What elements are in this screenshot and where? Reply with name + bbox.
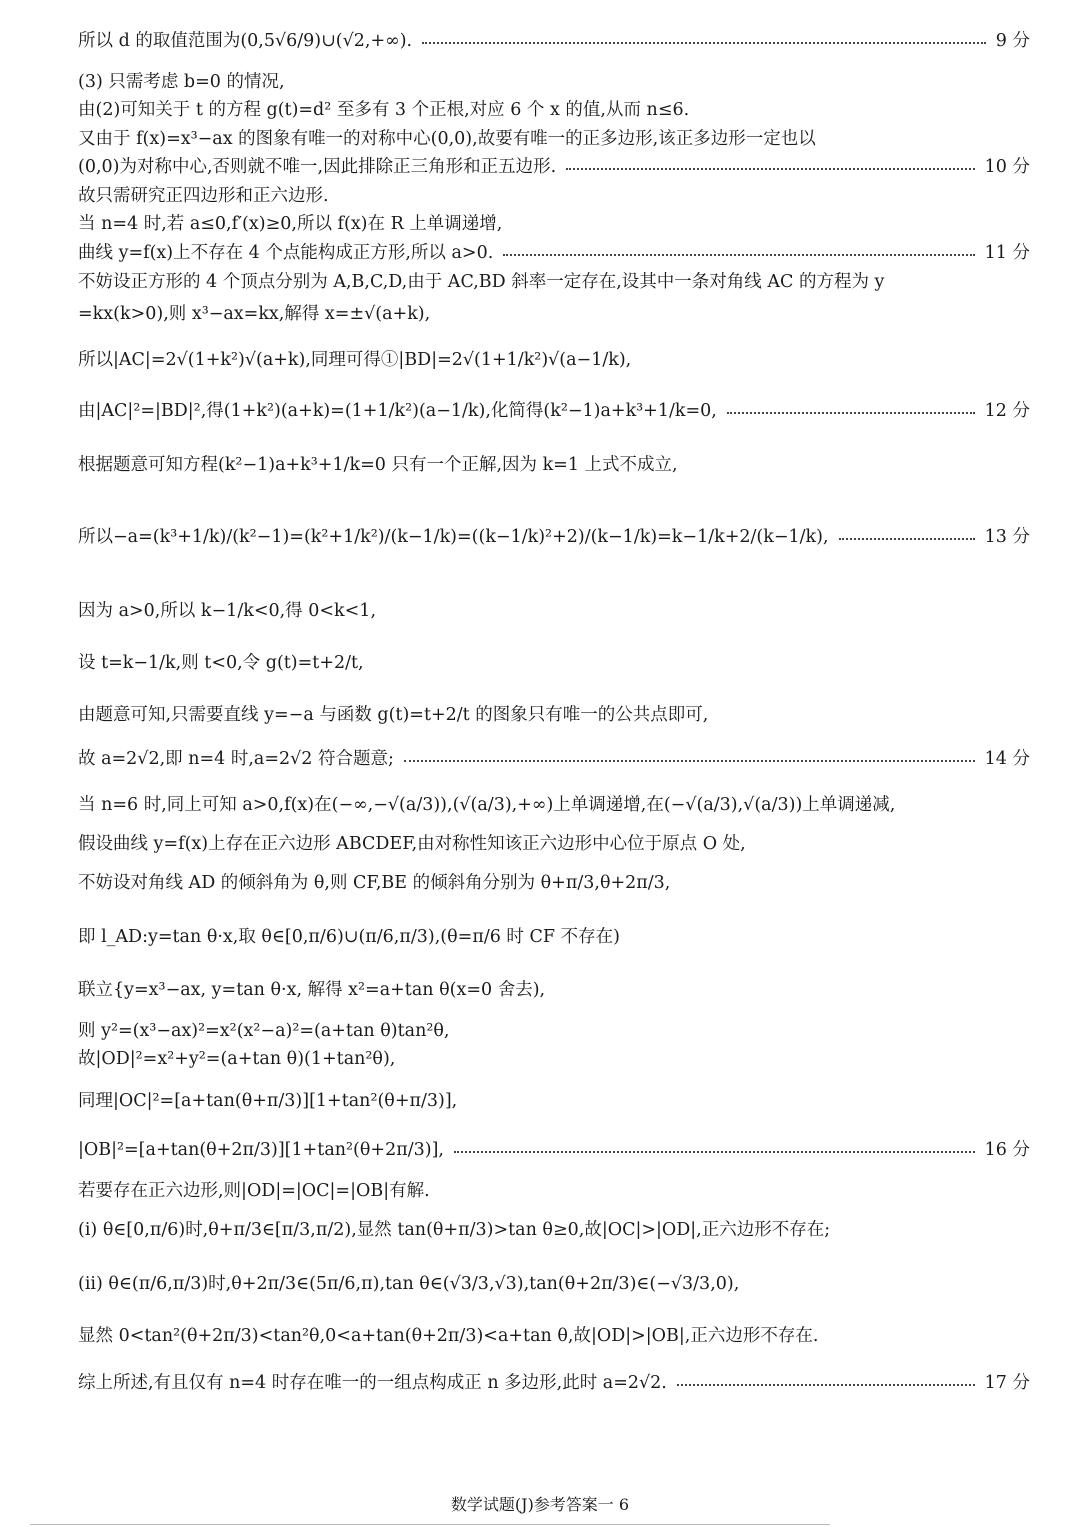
page-footer: 数学试题(J)参考答案一 6 [450,1495,630,1514]
solution-line: 假设曲线 y=f(x)上存在正六边形 ABCDEF,由对称性知该正六边形中心位于原点 O 处, [78,834,746,854]
solution-line: 故 a=2√2,即 n=4 时,a=2√2 符合题意; 14 分 [78,749,1030,769]
leader-dots [566,168,974,170]
solution-line: 当 n=6 时,同上可知 a>0,f(x)在(−∞,−√(a/3)),(√(a/3),+∞)上单调递增,在(−√(a/3),√(a/3))上单调递减, [78,795,896,815]
solution-line: (i) θ∈[0,π/6)时,θ+π/3∈[π/3,π/2),显然 tan(θ+π/3)>tan θ≥0,故|OC|>|OD|,正六边形不存在; [78,1220,831,1240]
solution-line: 故只需研究正四边形和正六边形. [78,186,329,206]
solution-line: (3) 只需考虑 b=0 的情况, [78,72,285,92]
solution-line: (0,0)为对称中心,否则就不唯一,因此排除正三角形和正五边形. 10 分 [78,157,1030,177]
solution-line: 根据题意可知方程(k²−1)a+k³+1/k=0 只有一个正解,因为 k=1 上式不成立, [78,455,678,475]
score-label: 17 分 [984,1373,1030,1393]
bottom-rule [30,1524,830,1525]
leader-dots [839,538,975,540]
solution-line: 因为 a>0,所以 k−1/k<0,得 0<k<1, [78,601,377,621]
solution-line: 所以−a=(k³+1/k)/(k²−1)=(k²+1/k²)/(k−1/k)=((k−1/k)²+2)/(k−1/k)=k−1/k+2/(k−1/k), 13 分 [78,527,1030,547]
solution-line: 则 y²=(x³−ax)²=x²(x²−a)²=(a+tan θ)tan²θ, [78,1021,450,1041]
leader-dots [454,1151,975,1153]
solution-line: =kx(k>0),则 x³−ax=kx,解得 x=±√(a+k), [78,304,431,324]
solution-line: 又由于 f(x)=x³−ax 的图象有唯一的对称中心(0,0),故要有唯一的正多边形,该正多边形一定也以 [78,129,816,149]
solution-line: 曲线 y=f(x)上不存在 4 个点能构成正方形,所以 a>0. 11 分 [78,243,1030,263]
leader-dots [677,1384,975,1386]
leader-dots [503,254,974,256]
leader-dots [404,760,975,762]
leader-dots [422,42,986,44]
score-label: 14 分 [984,749,1030,769]
solution-line: (ii) θ∈(π/6,π/3)时,θ+2π/3∈(5π/6,π),tan θ∈(√3/3,√3),tan(θ+2π/3)∈(−√3/3,0), [78,1274,740,1294]
solution-line: |OB|²=[a+tan(θ+2π/3)][1+tan²(θ+2π/3)], 16 分 [78,1140,1030,1160]
score-label: 10 分 [984,157,1030,177]
score-label: 13 分 [984,527,1030,547]
solution-line: 若要存在正六边形,则|OD|=|OC|=|OB|有解. [78,1181,430,1201]
solution-line: 联立{y=x³−ax, y=tan θ·x, 解得 x²=a+tan θ(x=0 舍去), [78,980,546,1000]
solution-line: 即 l_AD:y=tan θ·x,取 θ∈[0,π/6)∪(π/6,π/3),(θ=π/6 时 CF 不存在) [78,927,620,947]
solution-line: 当 n=4 时,若 a≤0,f′(x)≥0,所以 f(x)在 R 上单调递增, [78,214,503,234]
solution-line: 所以|AC|=2√(1+k²)√(a+k),同理可得①|BD|=2√(1+1/k²)√(a−1/k), [78,350,632,370]
solution-line: 综上所述,有且仅有 n=4 时存在唯一的一组点构成正 n 多边形,此时 a=2√2. 17 分 [78,1373,1030,1393]
solution-line: 同理|OC|²=[a+tan(θ+π/3)][1+tan²(θ+π/3)], [78,1091,458,1111]
solution-line: 所以 d 的取值范围为(0,5√6/9)∪(√2,+∞). 9 分 [78,31,1030,51]
score-label: 11 分 [984,243,1030,263]
score-label: 12 分 [984,401,1030,421]
leader-dots [727,412,975,414]
solution-line: 显然 0<tan²(θ+2π/3)<tan²θ,0<a+tan(θ+2π/3)<a+tan θ,故|OD|>|OB|,正六边形不存在. [78,1326,819,1346]
score-label: 9 分 [995,31,1030,51]
solution-line: 由题意可知,只需要直线 y=−a 与函数 g(t)=t+2/t 的图象只有唯一的公共点即可, [78,705,709,725]
solution-line: 设 t=k−1/k,则 t<0,令 g(t)=t+2/t, [78,653,364,673]
solution-line: 由|AC|²=|BD|²,得(1+k²)(a+k)=(1+1/k²)(a−1/k),化简得(k²−1)a+k³+1/k=0, 12 分 [78,401,1030,421]
score-label: 16 分 [984,1140,1030,1160]
solution-line: 不妨设正方形的 4 个顶点分别为 A,B,C,D,由于 AC,BD 斜率一定存在,设其中一条对角线 AC 的方程为 y [78,272,885,292]
solution-line: 由(2)可知关于 t 的方程 g(t)=d² 至多有 3 个正根,对应 6 个 x 的值,从而 n≤6. [78,100,690,120]
solution-line: 不妨设对角线 AD 的倾斜角为 θ,则 CF,BE 的倾斜角分别为 θ+π/3,θ+2π/3, [78,873,671,893]
solution-line: 故|OD|²=x²+y²=(a+tan θ)(1+tan²θ), [78,1049,396,1069]
